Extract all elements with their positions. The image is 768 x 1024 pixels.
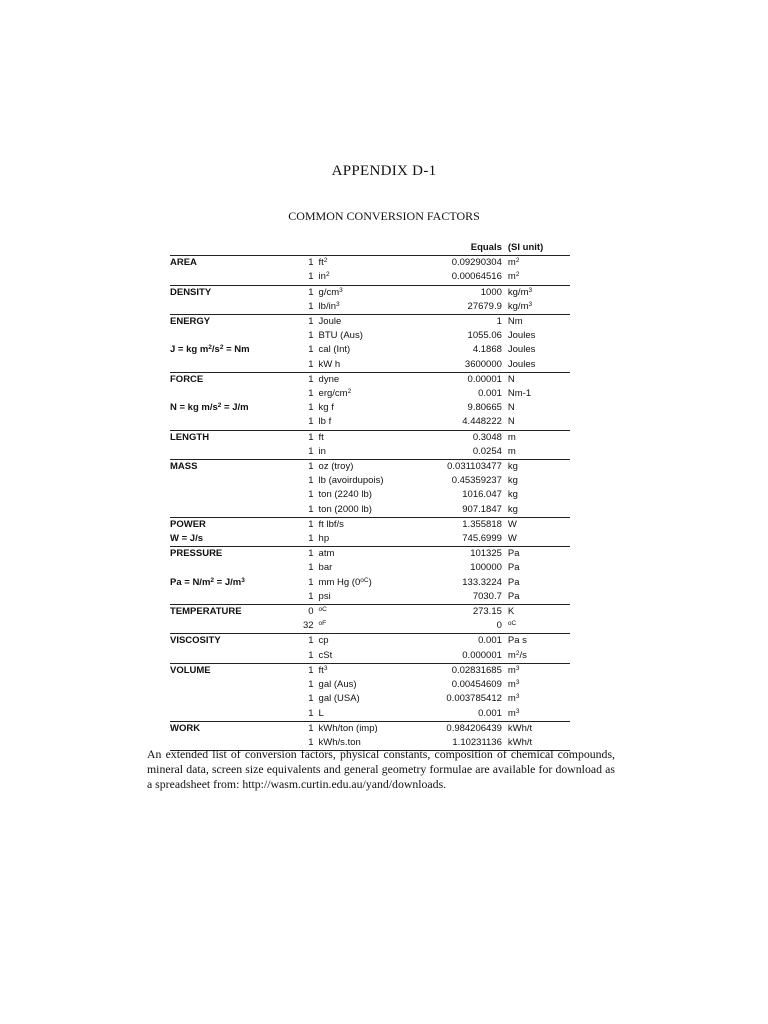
formula-label: W = J/s <box>170 533 203 545</box>
unit-cell: L <box>318 707 324 719</box>
table-row <box>170 270 570 285</box>
si-unit-cell: Joules <box>507 358 536 370</box>
table-row <box>170 721 570 736</box>
quantity-cell: 1 <box>308 330 314 342</box>
unit-cell: BTU (Aus) <box>318 330 363 342</box>
si-unit-cell: m <box>507 445 516 457</box>
table-row <box>170 678 570 692</box>
equals-cell: 1055.06 <box>467 330 502 342</box>
superscript: 2 <box>323 257 328 265</box>
formula-label <box>170 678 302 692</box>
conversion-table-body <box>170 256 570 751</box>
equals-cell: 0.031103477 <box>418 460 508 475</box>
si-unit-cell: kg <box>508 460 570 475</box>
unit-cell: cal (Int) <box>318 344 351 356</box>
formula-label <box>170 270 302 285</box>
equals-cell: 27679.9 <box>467 300 502 312</box>
unit-cell: erg/$cm^2$ <box>318 388 352 400</box>
equals-cell: 4.448222 <box>462 416 502 428</box>
superscript: 3 <box>335 300 340 308</box>
unit-cell: $in^2$ <box>318 271 330 283</box>
quantity-cell: 1 <box>308 562 314 574</box>
equals-cell: 0.003785412 <box>446 693 502 705</box>
formula-label <box>170 488 302 502</box>
table-row <box>170 488 570 502</box>
superscript: 3 <box>515 693 520 701</box>
si-unit-cell: $m^2$ <box>508 256 570 271</box>
si-unit-cell: Nm <box>508 315 570 330</box>
superscript: 2 <box>325 271 330 279</box>
equals-cell: 0 <box>496 620 502 632</box>
equals-cell: 0.00001 <box>418 372 508 387</box>
equals-cell: 1016.047 <box>462 489 502 501</box>
superscript: 2 <box>219 344 224 352</box>
unit-cell: cp <box>319 634 418 649</box>
table-row <box>170 474 570 488</box>
quantity-cell: 1 <box>308 344 314 356</box>
unit-cell: $ft^3$ <box>319 663 418 678</box>
equals-cell: 1.10231136 <box>418 736 508 751</box>
quantity-cell: 1 <box>302 663 318 678</box>
quantity-cell: 1 <box>302 372 318 387</box>
equals-cell: 0.0254 <box>472 445 502 457</box>
equals-cell: 1 <box>418 315 508 330</box>
superscript: 3 <box>528 300 533 308</box>
superscript: 2 <box>515 649 520 657</box>
equals-cell: 7030.7 <box>472 590 502 602</box>
superscript: oF <box>318 620 327 628</box>
equals-cell: 0.45359237 <box>451 475 502 487</box>
quantity-cell: 1 <box>308 388 314 400</box>
quantity-cell: 1 <box>302 285 318 300</box>
table-row <box>170 256 570 271</box>
si-unit-cell: kg <box>507 475 518 487</box>
unit-cell: gal (Aus) <box>318 679 357 691</box>
quantity-cell: 1 <box>302 256 318 271</box>
unit-cell: psi <box>318 590 331 602</box>
quantity-cell: 1 <box>308 693 314 705</box>
equals-cell: 745.6999 <box>462 533 502 545</box>
category-label: LENGTH <box>170 430 302 445</box>
si-unit-cell: Nm-1 <box>507 388 532 400</box>
superscript: 2 <box>347 388 352 396</box>
quantity-cell: 32 <box>302 620 314 632</box>
table-row <box>170 415 570 430</box>
si-unit-cell <box>508 619 570 634</box>
table-row <box>170 649 570 664</box>
unit-cell <box>319 619 418 634</box>
quantity-cell: 1 <box>308 503 314 515</box>
equals-cell: 9.80665 <box>467 402 502 414</box>
equals-cell: 4.1868 <box>472 344 502 356</box>
si-unit-cell: N <box>507 416 515 428</box>
unit-cell: kWh/ton (imp) <box>319 721 418 736</box>
category-label: DENSITY <box>170 285 302 300</box>
table-row <box>170 315 570 330</box>
table-row <box>170 547 570 562</box>
unit-cell: Joule <box>319 315 418 330</box>
category-label: MASS <box>170 460 302 475</box>
si-unit-cell: Pa s <box>508 634 570 649</box>
si-unit-cell: $m^3$ <box>507 693 520 705</box>
superscript: 3 <box>339 286 343 294</box>
superscript: 3 <box>515 679 520 687</box>
quantity-cell: 1 <box>308 402 314 414</box>
unit-cell: lb f <box>318 416 332 428</box>
table-row <box>170 561 570 575</box>
table-row <box>170 590 570 605</box>
table-row <box>170 372 570 387</box>
table-row <box>170 343 570 357</box>
page-title: APPENDIX D-1 <box>331 163 437 179</box>
formula-label: N = kg $m/s^2 = J/m$ <box>170 402 249 414</box>
quantity-cell: 1 <box>302 517 318 532</box>
si-unit-cell: $m^2$ <box>507 271 520 283</box>
superscript: 2 <box>217 402 222 410</box>
formula-label: J = kg $m^2/s^2 = Nm$ <box>170 344 250 356</box>
quantity-cell: 1 <box>308 300 314 312</box>
equals-cell: 0.001 <box>418 634 508 649</box>
formula-label <box>170 474 302 488</box>
formula-label <box>170 707 302 722</box>
quantity-cell: 0 <box>302 605 318 620</box>
category-label: PRESSURE <box>170 547 302 562</box>
superscript: 3 <box>515 664 520 672</box>
quantity-cell: 1 <box>302 315 318 330</box>
quantity-cell: 1 <box>302 430 318 445</box>
superscript: 3 <box>515 707 520 715</box>
table-row <box>170 430 570 445</box>
si-unit-cell: kWh/t <box>508 736 570 751</box>
conversion-table <box>170 241 570 751</box>
unit-cell: $ft^2$ <box>319 256 418 271</box>
category-label: VOLUME <box>170 663 302 678</box>
superscript: 2 <box>210 576 215 584</box>
superscript: 3 <box>241 576 245 584</box>
category-label: AREA <box>170 256 302 271</box>
table-row <box>170 619 570 634</box>
unit-cell: ton (2000 lb) <box>318 503 372 515</box>
superscript: oC <box>360 576 369 584</box>
unit-cell: $g/cm^3$ <box>319 285 418 300</box>
unit-cell: ton (2240 lb) <box>318 489 372 501</box>
page-subtitle: COMMON CONVERSION FACTORS <box>288 209 480 223</box>
equals-cell: 0.001 <box>478 388 502 400</box>
quantity-cell: 1 <box>308 489 314 501</box>
quantity-cell: 1 <box>308 358 314 370</box>
unit-cell: hp <box>318 533 330 545</box>
header-spacer <box>319 241 418 256</box>
table-row <box>170 532 570 547</box>
formula-label <box>170 329 302 343</box>
category-label: WORK <box>170 721 302 736</box>
table-row <box>170 634 570 649</box>
formula-label <box>170 619 302 634</box>
formula-label <box>170 561 302 575</box>
formula-label: $Pa = N/m^2 = J/m^3$ <box>170 576 245 588</box>
formula-label <box>170 415 302 430</box>
si-unit-cell: Joules <box>507 344 536 356</box>
formula-label <box>170 300 302 315</box>
si-unit-cell: m <box>508 430 570 445</box>
equals-cell: 907.1847 <box>462 503 502 515</box>
si-unit-cell: Pa <box>508 547 570 562</box>
quantity-cell: 1 <box>302 460 318 475</box>
equals-cell: 0.09290304 <box>418 256 508 271</box>
formula-label <box>170 445 302 460</box>
table-row <box>170 605 570 620</box>
table-row <box>170 692 570 706</box>
superscript: oC <box>507 620 517 628</box>
equals-cell: 0.001 <box>478 707 502 719</box>
equals-cell: 0.00064516 <box>451 271 502 283</box>
equals-cell: 0.3048 <box>418 430 508 445</box>
formula-label <box>170 590 302 605</box>
table-row <box>170 503 570 518</box>
unit-cell: lb (avoirdupois) <box>318 475 384 487</box>
superscript: 3 <box>528 286 533 294</box>
equals-cell: 0.00454609 <box>451 679 502 691</box>
si-unit-cell: kg <box>507 503 518 515</box>
table-row <box>170 576 570 590</box>
si-unit-cell: kWh/t <box>508 721 570 736</box>
si-unit-cell: W <box>508 517 570 532</box>
equals-cell: 0.984206439 <box>418 721 508 736</box>
equals-cell: 101325 <box>418 547 508 562</box>
unit-cell: ft <box>319 430 418 445</box>
equals-cell: 133.3224 <box>462 576 502 588</box>
si-unit-cell: $kg/m^3$ <box>507 300 533 312</box>
unit-cell <box>319 605 418 620</box>
quantity-cell: 1 <box>308 533 314 545</box>
quantity-cell: 1 <box>308 576 314 588</box>
si-unit-cell: W <box>507 533 517 545</box>
table-row <box>170 517 570 532</box>
table-row <box>170 401 570 415</box>
unit-cell: cSt <box>318 649 333 661</box>
si-unit-cell: Pa <box>507 576 520 588</box>
category-label: FORCE <box>170 372 302 387</box>
table-header-row <box>170 241 570 256</box>
equals-cell: 1000 <box>418 285 508 300</box>
unit-cell: in <box>318 445 326 457</box>
category-label: VISCOSITY <box>170 634 302 649</box>
quantity-cell: 1 <box>308 649 314 661</box>
equals-cell: 3600000 <box>464 358 502 370</box>
si-unit-cell: N <box>508 372 570 387</box>
table-row <box>170 445 570 460</box>
si-unit-cell: $m^3$ <box>507 707 520 719</box>
category-label: POWER <box>170 517 302 532</box>
quantity-cell: 1 <box>308 416 314 428</box>
formula-label <box>170 358 302 373</box>
quantity-cell: 1 <box>308 271 314 283</box>
table-row <box>170 387 570 401</box>
formula-label <box>170 649 302 664</box>
table-row <box>170 329 570 343</box>
table-row <box>170 707 570 722</box>
table-row <box>170 460 570 475</box>
equals-cell: 100000 <box>470 562 502 574</box>
quantity-cell: 1 <box>308 590 314 602</box>
superscript: oC <box>318 606 327 614</box>
category-label: TEMPERATURE <box>170 605 302 620</box>
unit-cell: kW h <box>318 358 341 370</box>
unit-cell: atm <box>319 547 418 562</box>
unit-cell: $lb/in^3$ <box>318 300 340 312</box>
si-unit-cell: $kg/m^3$ <box>508 285 570 300</box>
quantity-cell: 1 <box>302 634 318 649</box>
header-spacer <box>302 241 318 256</box>
header-si-unit: (SI unit) <box>508 241 570 256</box>
table-row <box>170 300 570 315</box>
superscript: 2 <box>208 344 212 352</box>
formula-label <box>170 387 302 401</box>
unit-cell: ft lbf/s <box>319 517 418 532</box>
si-unit-cell: kg <box>507 489 518 501</box>
si-unit-cell: $m^3$ <box>508 663 570 678</box>
equals-cell: 0.000001 <box>462 649 502 661</box>
quantity-cell: 1 <box>308 445 314 457</box>
quantity-cell: 1 <box>308 679 314 691</box>
quantity-cell: 1 <box>308 707 314 719</box>
unit-cell: mm Hg $(0^{oC})$ <box>318 576 372 588</box>
unit-cell: gal (USA) <box>318 693 360 705</box>
si-unit-cell: K <box>508 605 570 620</box>
quantity-cell: 1 <box>302 736 318 751</box>
header-equals: Equals <box>418 241 508 256</box>
table-row <box>170 663 570 678</box>
equals-cell: 0.02831685 <box>418 663 508 678</box>
table-row <box>170 358 570 373</box>
table-row <box>170 285 570 300</box>
si-unit-cell: $m^3$ <box>507 679 520 691</box>
si-unit-cell: $m^2/s$ <box>507 649 527 661</box>
si-unit-cell: Pa <box>507 590 520 602</box>
category-label: ENERGY <box>170 315 302 330</box>
unit-cell: oz (troy) <box>319 460 418 475</box>
unit-cell: kg f <box>318 402 334 414</box>
quantity-cell: 1 <box>308 475 314 487</box>
superscript: 2 <box>515 271 520 279</box>
quantity-cell: 1 <box>302 547 318 562</box>
unit-cell: dyne <box>319 372 418 387</box>
unit-cell: bar <box>318 562 333 574</box>
si-unit-cell: Joules <box>507 330 536 342</box>
formula-label <box>170 692 302 706</box>
equals-cell: 1.355818 <box>418 517 508 532</box>
footer-note: An extended list of conversion factors, physical constants, composition of chemical compounds, mineral data, screen size equivalents and general geometry formulae are available for download as a spreadsheet from: http://wasm.curtin.edu.au/yand/downloads. <box>147 747 615 791</box>
si-unit-cell: Pa <box>507 562 520 574</box>
quantity-cell: 1 <box>302 721 318 736</box>
unit-cell: kWh/s.ton <box>319 736 418 751</box>
formula-label <box>170 503 302 518</box>
si-unit-cell: N <box>507 402 515 414</box>
header-spacer <box>170 241 302 256</box>
superscript: 3 <box>323 664 328 672</box>
equals-cell: 273.15 <box>418 605 508 620</box>
superscript: 2 <box>515 257 520 265</box>
